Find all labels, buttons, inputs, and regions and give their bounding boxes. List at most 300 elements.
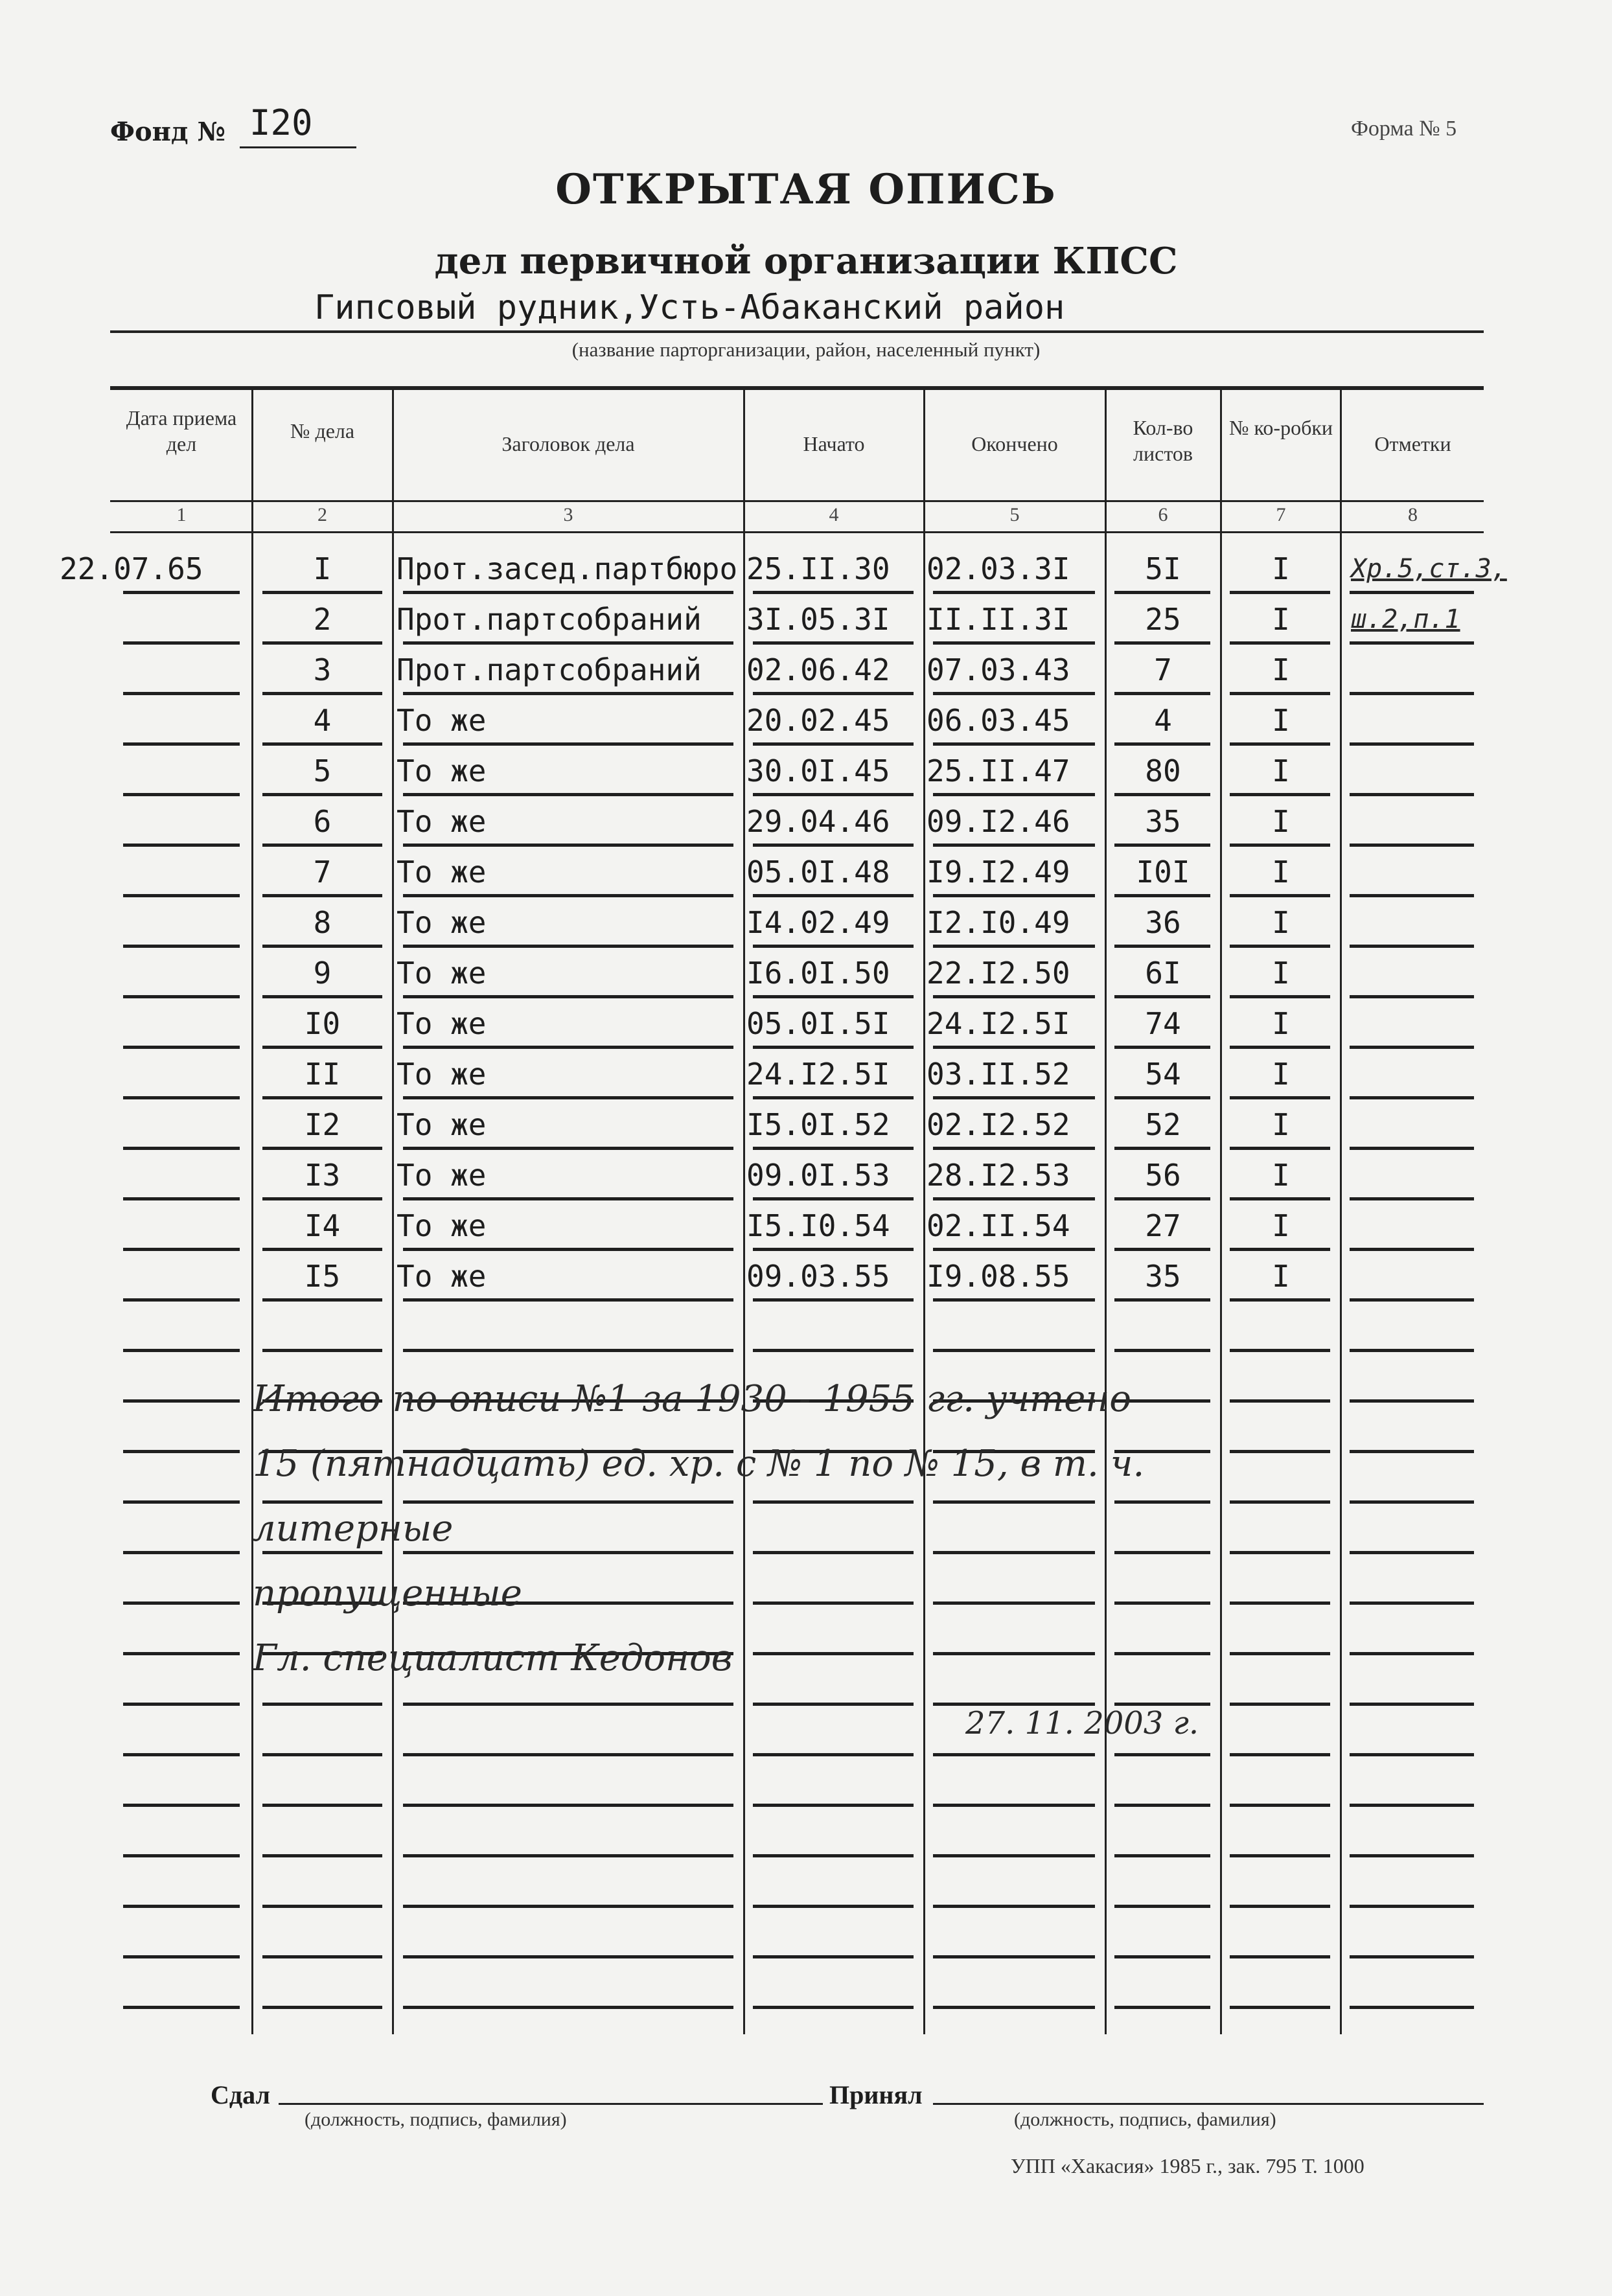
cell-start: 05.0I.48 bbox=[746, 855, 890, 890]
row-line bbox=[1114, 995, 1210, 998]
organization-caption: (название парторганизации, район, населенный пункт) bbox=[571, 338, 1041, 361]
cell-start: 02.06.42 bbox=[746, 652, 890, 687]
cell-note: Хр.5,ст.3, bbox=[1351, 554, 1507, 584]
row-line bbox=[262, 945, 382, 948]
column-header-box: № ко-робки bbox=[1228, 416, 1333, 439]
column-header-notes: Отметки bbox=[1374, 432, 1451, 455]
column-number: 4 bbox=[829, 504, 839, 525]
cell-sheets: 52 bbox=[1145, 1107, 1181, 1142]
cell-sheets: 27 bbox=[1145, 1208, 1181, 1243]
row-line bbox=[123, 894, 240, 897]
row-line bbox=[1114, 894, 1210, 897]
row-line bbox=[1230, 1349, 1330, 1352]
form-number: Форма № 5 bbox=[1351, 117, 1457, 141]
cell-num: I3 bbox=[304, 1158, 341, 1193]
row-line bbox=[1230, 1500, 1330, 1504]
row-line bbox=[1350, 742, 1474, 746]
cell-end: 02.II.54 bbox=[927, 1208, 1070, 1243]
cell-title: То же bbox=[397, 1259, 487, 1294]
column-header-start: Начато bbox=[803, 432, 865, 455]
row-line bbox=[1230, 1703, 1330, 1706]
cell-box: I bbox=[1272, 1057, 1290, 1092]
row-line bbox=[1350, 844, 1474, 847]
row-line bbox=[1230, 1450, 1330, 1453]
row-line bbox=[403, 641, 733, 645]
cell-sheets: 74 bbox=[1145, 1006, 1181, 1041]
row-line bbox=[1114, 1905, 1210, 1908]
row-line bbox=[933, 1096, 1095, 1099]
row-line bbox=[1230, 1147, 1330, 1150]
cell-end: 22.I2.50 bbox=[927, 956, 1070, 991]
cell-start: 29.04.46 bbox=[746, 804, 890, 839]
cell-end: 02.03.3I bbox=[927, 551, 1070, 586]
row-line bbox=[403, 1147, 733, 1150]
cell-num: 4 bbox=[313, 703, 332, 738]
row-line bbox=[753, 1147, 914, 1150]
cell-start: 25.II.30 bbox=[746, 551, 890, 586]
note-line: Итого по описи №1 за 1930 - 1955 гг. учтено bbox=[253, 1378, 1132, 1420]
row-line bbox=[262, 641, 382, 645]
row-line bbox=[1350, 692, 1474, 695]
cell-sheets: 54 bbox=[1145, 1057, 1181, 1092]
row-line bbox=[1114, 1096, 1210, 1099]
row-line bbox=[1350, 1248, 1474, 1251]
row-line bbox=[262, 894, 382, 897]
cell-end: 06.03.45 bbox=[927, 703, 1070, 738]
cell-start: 20.02.45 bbox=[746, 703, 890, 738]
cell-end: 07.03.43 bbox=[927, 652, 1070, 687]
cell-title: Прот.партсобраний bbox=[397, 652, 702, 687]
row-line bbox=[933, 1955, 1095, 1958]
table-header-border bbox=[110, 500, 1484, 502]
row-line bbox=[753, 1046, 914, 1049]
column-divider bbox=[1105, 389, 1107, 2034]
cell-num: I2 bbox=[304, 1107, 341, 1142]
row-line bbox=[1230, 793, 1330, 796]
cell-start: 3I.05.3I bbox=[746, 602, 890, 637]
cell-num: I0 bbox=[304, 1006, 341, 1041]
row-line bbox=[123, 2006, 240, 2009]
row-line bbox=[262, 1197, 382, 1200]
row-line bbox=[403, 1349, 733, 1352]
cell-box: I bbox=[1272, 753, 1290, 788]
cell-end: I2.I0.49 bbox=[927, 905, 1070, 940]
cell-title: То же bbox=[397, 905, 487, 940]
row-line bbox=[1230, 1905, 1330, 1908]
fond-label: Фонд № bbox=[110, 117, 225, 147]
row-line bbox=[123, 1551, 240, 1554]
row-line bbox=[403, 844, 733, 847]
column-header-number: № дела bbox=[290, 419, 355, 442]
row-line bbox=[262, 844, 382, 847]
accepted-label: Принял bbox=[829, 2080, 923, 2109]
column-number: 2 bbox=[317, 504, 327, 525]
row-line bbox=[403, 1096, 733, 1099]
handed-over-line bbox=[279, 2103, 823, 2105]
row-line bbox=[1114, 1197, 1210, 1200]
row-line bbox=[1114, 844, 1210, 847]
row-line bbox=[403, 1298, 733, 1302]
row-line bbox=[403, 995, 733, 998]
cell-sheets: 5I bbox=[1145, 551, 1181, 586]
row-line bbox=[123, 1349, 240, 1352]
cell-note: ш.2,п.1 bbox=[1351, 604, 1460, 634]
table-top-border bbox=[110, 386, 1484, 390]
row-line bbox=[1350, 1703, 1474, 1706]
row-line bbox=[1350, 1399, 1474, 1403]
row-line bbox=[1230, 894, 1330, 897]
row-line bbox=[1114, 692, 1210, 695]
cell-box: I bbox=[1272, 956, 1290, 991]
cell-title: То же bbox=[397, 753, 487, 788]
row-line bbox=[403, 793, 733, 796]
cell-sheets: 35 bbox=[1145, 804, 1181, 839]
cell-start: I5.0I.52 bbox=[746, 1107, 890, 1142]
row-line bbox=[933, 692, 1095, 695]
row-line bbox=[933, 1349, 1095, 1352]
table-colnum-border bbox=[110, 531, 1484, 533]
row-line bbox=[123, 1804, 240, 1807]
cell-title: То же bbox=[397, 1006, 487, 1041]
row-line bbox=[1230, 995, 1330, 998]
cell-end: 25.II.47 bbox=[927, 753, 1070, 788]
row-line bbox=[123, 1096, 240, 1099]
row-line bbox=[262, 1147, 382, 1150]
row-line bbox=[933, 742, 1095, 746]
row-line bbox=[933, 1804, 1095, 1807]
row-line bbox=[753, 1197, 914, 1200]
row-line bbox=[753, 1854, 914, 1857]
row-line bbox=[753, 2006, 914, 2009]
row-line bbox=[1350, 894, 1474, 897]
cell-num: 6 bbox=[313, 804, 332, 839]
column-divider bbox=[392, 389, 394, 2034]
row-line bbox=[1114, 1349, 1210, 1352]
row-line bbox=[123, 591, 240, 594]
cell-box: I bbox=[1272, 652, 1290, 687]
note-line: литерные bbox=[253, 1508, 454, 1550]
row-line bbox=[1350, 1197, 1474, 1200]
row-line bbox=[123, 1298, 240, 1302]
row-line bbox=[123, 1450, 240, 1453]
accepted-caption: (должность, подпись, фамилия) bbox=[1014, 2109, 1276, 2130]
row-line bbox=[753, 1298, 914, 1302]
row-line bbox=[1230, 945, 1330, 948]
row-line bbox=[753, 1096, 914, 1099]
column-number: 5 bbox=[1009, 504, 1020, 525]
row-line bbox=[753, 945, 914, 948]
column-divider bbox=[1340, 389, 1342, 2034]
row-line bbox=[262, 1096, 382, 1099]
row-line bbox=[1114, 591, 1210, 594]
row-line bbox=[403, 945, 733, 948]
row-line bbox=[1350, 1905, 1474, 1908]
cell-sheets: 80 bbox=[1145, 753, 1181, 788]
cell-title: То же bbox=[397, 1107, 487, 1142]
column-number: 7 bbox=[1276, 504, 1286, 525]
cell-title: То же bbox=[397, 1057, 487, 1092]
row-line bbox=[1350, 1147, 1474, 1150]
row-line bbox=[123, 1854, 240, 1857]
column-number: 8 bbox=[1408, 504, 1418, 525]
row-line bbox=[403, 742, 733, 746]
row-line bbox=[123, 742, 240, 746]
row-line bbox=[1350, 1551, 1474, 1554]
cell-num: 9 bbox=[313, 956, 332, 991]
cell-start: 24.I2.5I bbox=[746, 1057, 890, 1092]
row-line bbox=[123, 844, 240, 847]
cell-sheets: 56 bbox=[1145, 1158, 1181, 1193]
cell-end: 02.I2.52 bbox=[927, 1107, 1070, 1142]
row-line bbox=[933, 1248, 1095, 1251]
column-number: 6 bbox=[1158, 504, 1168, 525]
row-line bbox=[753, 844, 914, 847]
row-line bbox=[1114, 1955, 1210, 1958]
cell-title: То же bbox=[397, 804, 487, 839]
row-line bbox=[933, 1046, 1095, 1049]
row-line bbox=[123, 1753, 240, 1756]
cell-box: I bbox=[1272, 804, 1290, 839]
row-line bbox=[1114, 793, 1210, 796]
row-line bbox=[1230, 1248, 1330, 1251]
note-line: пропущенные bbox=[253, 1572, 522, 1614]
column-number: 1 bbox=[176, 504, 187, 525]
row-line bbox=[753, 1804, 914, 1807]
row-line bbox=[753, 591, 914, 594]
cell-sheets: 6I bbox=[1145, 956, 1181, 991]
cell-sheets: 36 bbox=[1145, 905, 1181, 940]
cell-num: I bbox=[313, 551, 332, 586]
row-line bbox=[262, 742, 382, 746]
cell-box: I bbox=[1272, 1107, 1290, 1142]
cell-box: I bbox=[1272, 703, 1290, 738]
row-line bbox=[1114, 2006, 1210, 2009]
organization-name: Гипсовый рудник,Усть-Абаканский район bbox=[314, 288, 1065, 327]
row-line bbox=[1230, 1753, 1330, 1756]
row-line bbox=[1114, 742, 1210, 746]
cell-box: I bbox=[1272, 1006, 1290, 1041]
column-header-title: Заголовок дела bbox=[501, 432, 635, 455]
row-line bbox=[1114, 1298, 1210, 1302]
row-line bbox=[1114, 1854, 1210, 1857]
column-header-end: Окончено bbox=[971, 432, 1058, 455]
cell-num: 7 bbox=[313, 855, 332, 890]
row-line bbox=[1230, 1096, 1330, 1099]
row-line bbox=[1230, 1854, 1330, 1857]
row-line bbox=[1114, 641, 1210, 645]
cell-end: I9.I2.49 bbox=[927, 855, 1070, 890]
row-line bbox=[262, 2006, 382, 2009]
row-line bbox=[123, 1046, 240, 1049]
row-line bbox=[1230, 1804, 1330, 1807]
cell-end: I9.08.55 bbox=[927, 1259, 1070, 1294]
column-header-sheets: Кол-во листов bbox=[1133, 416, 1193, 465]
cell-start: 09.0I.53 bbox=[746, 1158, 890, 1193]
row-line bbox=[262, 793, 382, 796]
cell-num: I4 bbox=[304, 1208, 341, 1243]
row-line bbox=[933, 945, 1095, 948]
row-line bbox=[753, 1955, 914, 1958]
column-number: 3 bbox=[563, 504, 573, 525]
row-line bbox=[1230, 692, 1330, 695]
row-line bbox=[1114, 1804, 1210, 1807]
note-line: 15 (пятнадцать) ед. хр. с № 1 по № 15, в т. ч. bbox=[253, 1443, 1145, 1485]
row-line bbox=[933, 1147, 1095, 1150]
accepted-line bbox=[933, 2103, 1484, 2105]
row-line bbox=[1114, 1248, 1210, 1251]
cell-num: I5 bbox=[304, 1259, 341, 1294]
cell-end: 24.I2.5I bbox=[927, 1006, 1070, 1041]
cell-sheets: 35 bbox=[1145, 1259, 1181, 1294]
row-line bbox=[262, 591, 382, 594]
row-line bbox=[933, 793, 1095, 796]
row-line bbox=[1350, 995, 1474, 998]
row-line bbox=[1350, 2006, 1474, 2009]
row-line bbox=[1230, 1955, 1330, 1958]
cell-title: То же bbox=[397, 1158, 487, 1193]
cell-num: 5 bbox=[313, 753, 332, 788]
cell-sheets: 7 bbox=[1154, 652, 1172, 687]
cell-box: I bbox=[1272, 905, 1290, 940]
printer-imprint: УПП «Хакасия» 1985 г., зак. 795 Т. 1000 bbox=[1011, 2154, 1364, 2177]
cell-title: То же bbox=[397, 703, 487, 738]
cell-box: I bbox=[1272, 551, 1290, 586]
row-line bbox=[123, 692, 240, 695]
row-line bbox=[933, 641, 1095, 645]
row-line bbox=[123, 1500, 240, 1504]
cell-start: 30.0I.45 bbox=[746, 753, 890, 788]
row-line bbox=[1114, 1147, 1210, 1150]
row-line bbox=[403, 591, 733, 594]
cell-num: 3 bbox=[313, 652, 332, 687]
row-line bbox=[1230, 742, 1330, 746]
cell-box: I bbox=[1272, 1259, 1290, 1294]
row-line bbox=[1230, 1601, 1330, 1605]
row-line bbox=[123, 1652, 240, 1655]
row-line bbox=[123, 945, 240, 948]
cell-box: I bbox=[1272, 602, 1290, 637]
note-line: 27. 11. 2003 г. bbox=[965, 1705, 1199, 1741]
row-line bbox=[753, 1248, 914, 1251]
cell-end: 28.I2.53 bbox=[927, 1158, 1070, 1193]
document-title: ОТКРЫТАЯ ОПИСЬ bbox=[555, 165, 1057, 214]
row-line bbox=[1230, 2006, 1330, 2009]
row-line bbox=[1230, 844, 1330, 847]
row-line bbox=[403, 1955, 733, 1958]
row-line bbox=[753, 1349, 914, 1352]
row-line bbox=[933, 995, 1095, 998]
row-line bbox=[403, 1197, 733, 1200]
row-line bbox=[403, 2006, 733, 2009]
column-divider bbox=[1220, 389, 1222, 2034]
row-line bbox=[933, 591, 1095, 594]
row-line bbox=[123, 1905, 240, 1908]
row-line bbox=[753, 793, 914, 796]
row-line bbox=[1230, 1046, 1330, 1049]
cell-end: 09.I2.46 bbox=[927, 804, 1070, 839]
row-line bbox=[262, 1046, 382, 1049]
row-line bbox=[933, 1905, 1095, 1908]
row-line bbox=[1350, 591, 1474, 594]
cell-sheets: I0I bbox=[1136, 855, 1190, 890]
row-line bbox=[123, 1399, 240, 1403]
row-line bbox=[262, 1854, 382, 1857]
row-line bbox=[1230, 1197, 1330, 1200]
cell-sheets: 4 bbox=[1154, 703, 1172, 738]
row-line bbox=[1350, 1854, 1474, 1857]
fond-number: I20 bbox=[249, 102, 313, 143]
cell-title: То же bbox=[397, 855, 487, 890]
row-line bbox=[403, 894, 733, 897]
cell-start: 05.0I.5I bbox=[746, 1006, 890, 1041]
note-line: Гл. специалист Кедонов bbox=[253, 1637, 733, 1679]
row-line bbox=[1350, 1804, 1474, 1807]
row-line bbox=[1350, 1601, 1474, 1605]
org-name-underline bbox=[110, 330, 1484, 333]
row-line bbox=[123, 1601, 240, 1605]
handwritten-note bbox=[253, 1367, 1199, 1756]
row-line bbox=[933, 2006, 1095, 2009]
row-line bbox=[123, 1703, 240, 1706]
row-line bbox=[403, 1046, 733, 1049]
cell-title: То же bbox=[397, 1208, 487, 1243]
cell-box: I bbox=[1272, 1158, 1290, 1193]
cell-title: Прот.партсобраний bbox=[397, 602, 702, 637]
row-line bbox=[123, 1147, 240, 1150]
cell-sheets: 25 bbox=[1145, 602, 1181, 637]
row-line bbox=[753, 995, 914, 998]
row-line bbox=[1350, 1753, 1474, 1756]
cell-title: То же bbox=[397, 956, 487, 991]
fond-underline bbox=[240, 146, 356, 148]
row-line bbox=[933, 1197, 1095, 1200]
row-line bbox=[1350, 793, 1474, 796]
row-line bbox=[1350, 1500, 1474, 1504]
row-line bbox=[1230, 1652, 1330, 1655]
row-line bbox=[753, 742, 914, 746]
row-line bbox=[1230, 641, 1330, 645]
row-line bbox=[262, 1248, 382, 1251]
row-line bbox=[1230, 1551, 1330, 1554]
row-line bbox=[933, 894, 1095, 897]
row-line bbox=[1350, 1450, 1474, 1453]
row-line bbox=[403, 1905, 733, 1908]
row-line bbox=[1350, 1955, 1474, 1958]
row-line bbox=[1350, 1046, 1474, 1049]
row-line bbox=[1350, 1349, 1474, 1352]
row-line bbox=[1350, 945, 1474, 948]
cell-end: 03.II.52 bbox=[927, 1057, 1070, 1092]
row-line bbox=[1230, 1399, 1330, 1403]
row-line bbox=[1114, 1046, 1210, 1049]
cell-start: 09.03.55 bbox=[746, 1259, 890, 1294]
cell-end: II.II.3I bbox=[927, 602, 1070, 637]
handed-over-caption: (должность, подпись, фамилия) bbox=[305, 2109, 567, 2130]
cell-start: I6.0I.50 bbox=[746, 956, 890, 991]
row-line bbox=[123, 1197, 240, 1200]
row-line bbox=[1350, 641, 1474, 645]
row-line bbox=[1350, 1298, 1474, 1302]
row-line bbox=[262, 1905, 382, 1908]
row-line bbox=[1350, 1096, 1474, 1099]
row-line bbox=[1350, 1652, 1474, 1655]
cell-start: I5.I0.54 bbox=[746, 1208, 890, 1243]
row-line bbox=[753, 1905, 914, 1908]
row-line bbox=[933, 1854, 1095, 1857]
document-subtitle: дел первичной организации КПСС bbox=[434, 240, 1178, 282]
row-line bbox=[262, 1804, 382, 1807]
row-line bbox=[262, 1298, 382, 1302]
